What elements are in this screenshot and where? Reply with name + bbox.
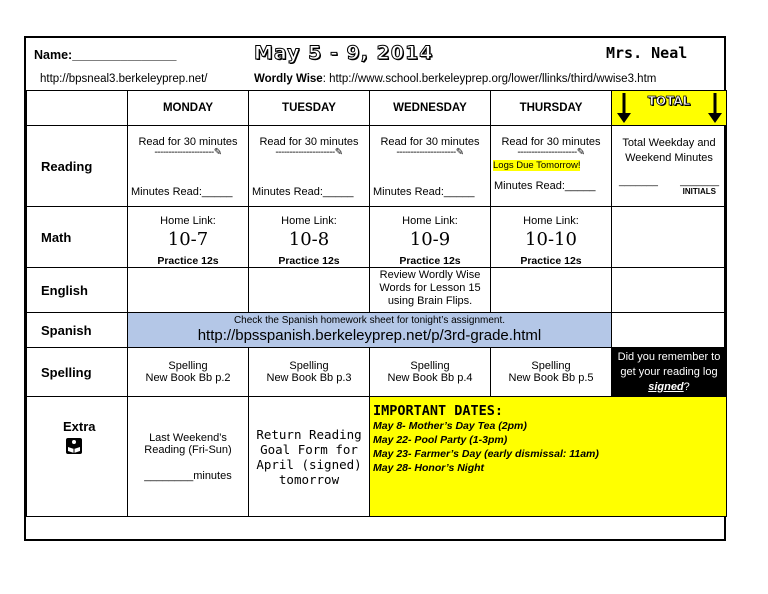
total-minutes-label: Total Weekday and Weekend Minutes <box>622 137 716 164</box>
english-total <box>612 268 727 313</box>
teacher-website-link[interactable]: http://bpsneal3.berkeleyprep.net/ <box>40 73 208 85</box>
sheet-header <box>26 38 724 91</box>
subject-english: English <box>27 268 128 313</box>
practice-label: Practice 12s <box>520 255 582 267</box>
date-item: May 8- Mother’s Day Tea (2pm) <box>373 420 527 432</box>
spelling-page: New Book Bb p.4 <box>387 372 473 384</box>
total-blanks: _______ _______ <box>618 176 720 187</box>
practice-label: Practice 12s <box>399 255 461 267</box>
reading-row <box>27 126 727 207</box>
read-instruction: Read for 30 minutes <box>380 136 480 148</box>
spelling-label: Spelling <box>410 360 450 372</box>
day-monday: MONDAY <box>128 91 249 126</box>
day-thursday: THURSDAY <box>491 91 612 126</box>
wordly-wise-url: : http://www.school.berkeleyprep.org/lower/llinks/third/wwise3.htm <box>322 73 657 85</box>
reading-wednesday <box>370 126 491 207</box>
spelling-monday <box>128 348 249 397</box>
weekend-reading-line2: Reading (Fri-Sun) <box>144 443 232 456</box>
spelling-wednesday <box>370 348 491 397</box>
reading-monday <box>128 126 249 207</box>
read-instruction: Read for 30 minutes <box>501 136 601 148</box>
spanish-row <box>27 313 727 348</box>
day-wednesday: WEDNESDAY <box>370 91 491 126</box>
subject-spanish: Spanish <box>27 313 128 348</box>
name-field-label: Name:_______________ <box>34 48 177 62</box>
homework-table <box>26 90 727 517</box>
teacher-name: Mrs. Neal <box>606 44 688 62</box>
read-instruction: Read for 30 minutes <box>259 136 359 148</box>
spelling-label: Spelling <box>531 360 571 372</box>
day-tuesday: TUESDAY <box>249 91 370 126</box>
subject-spelling: Spelling <box>27 348 128 397</box>
subject-extra <box>27 397 128 517</box>
reading-book-icon <box>66 438 82 454</box>
spelling-page: New Book Bb p.2 <box>145 372 231 384</box>
english-tuesday <box>249 268 370 313</box>
home-link-label: Home Link: <box>523 215 579 227</box>
important-dates <box>370 397 727 517</box>
minutes-read-field: Minutes Read:_____ <box>373 186 475 198</box>
reading-total <box>612 126 727 207</box>
subject-math: Math <box>27 207 128 268</box>
spelling-row <box>27 348 727 397</box>
home-link-label: Home Link: <box>160 215 216 227</box>
minutes-read-field: Minutes Read:_____ <box>252 186 354 198</box>
date-item: May 28- Honor’s Night <box>373 462 485 474</box>
weekend-minutes-field: ________minutes <box>144 469 232 482</box>
practice-label: Practice 12s <box>157 255 219 267</box>
math-total <box>612 207 727 268</box>
spanish-assignment <box>128 313 612 348</box>
home-link-label: Home Link: <box>402 215 458 227</box>
extra-row <box>27 397 727 517</box>
reading-tuesday <box>249 126 370 207</box>
home-link-number: 10-10 <box>525 229 577 250</box>
corner-cell <box>27 91 128 126</box>
home-link-label: Home Link: <box>281 215 337 227</box>
signature-line: ---------------------✎ <box>275 147 343 158</box>
spelling-tuesday <box>249 348 370 397</box>
minutes-read-field: Minutes Read:_____ <box>494 180 596 192</box>
date-item: May 22- Pool Party (1-3pm) <box>373 434 508 446</box>
signature-line: ---------------------✎ <box>517 147 585 158</box>
wordly-wise-link[interactable] <box>254 73 656 85</box>
read-instruction: Read for 30 minutes <box>138 136 238 148</box>
english-monday <box>128 268 249 313</box>
reading-thursday <box>491 126 612 207</box>
math-monday <box>128 207 249 268</box>
home-link-number: 10-8 <box>288 229 330 250</box>
practice-label: Practice 12s <box>278 255 340 267</box>
date-item: May 23- Farmer’s Day (early dismissal: 11am) <box>373 448 599 460</box>
initials-label: INITIALS <box>682 187 716 196</box>
logs-due-note: Logs Due Tomorrow! <box>493 160 581 171</box>
important-dates-heading: IMPORTANT DATES: <box>373 403 504 419</box>
spelling-page: New Book Bb p.5 <box>508 372 594 384</box>
total-label: TOTAL <box>647 94 691 108</box>
spelling-label: Spelling <box>168 360 208 372</box>
spelling-thursday <box>491 348 612 397</box>
subject-reading: Reading <box>27 126 128 207</box>
math-thursday <box>491 207 612 268</box>
signature-line: ---------------------✎ <box>154 147 222 158</box>
week-title: May 5 - 9, 2014 <box>254 42 434 64</box>
english-row <box>27 268 727 313</box>
english-thursday <box>491 268 612 313</box>
spanish-website-link[interactable]: http://bpsspanish.berkeleyprep.net/p/3rd-grade.html <box>197 327 542 344</box>
spelling-label: Spelling <box>289 360 329 372</box>
wordly-wise-label: Wordly Wise <box>254 73 323 85</box>
total-header <box>612 91 727 126</box>
extra-monday <box>128 397 249 517</box>
math-wednesday <box>370 207 491 268</box>
signature-line: ---------------------✎ <box>396 147 464 158</box>
spanish-note: Check the Spanish homework sheet for tonight’s assignment. <box>233 315 506 326</box>
subject-extra-label: Extra <box>63 419 96 434</box>
homework-sheet <box>24 36 726 541</box>
home-link-number: 10-7 <box>167 229 209 250</box>
reading-log-reminder: Did you remember to get your reading log signed? <box>612 348 727 397</box>
english-wednesday: Review Wordly Wise Words for Lesson 15 using Brain Flips. <box>370 268 491 313</box>
spanish-total <box>612 313 727 348</box>
minutes-read-field: Minutes Read:_____ <box>131 186 233 198</box>
day-header-row <box>27 91 727 126</box>
spelling-page: New Book Bb p.3 <box>266 372 352 384</box>
math-tuesday <box>249 207 370 268</box>
math-row <box>27 207 727 268</box>
return-reading-goal-note: Return Reading Goal Form for April (signed) tomorrow <box>249 397 370 517</box>
weekend-reading-line1: Last Weekend’s <box>149 431 227 444</box>
home-link-number: 10-9 <box>409 229 451 250</box>
